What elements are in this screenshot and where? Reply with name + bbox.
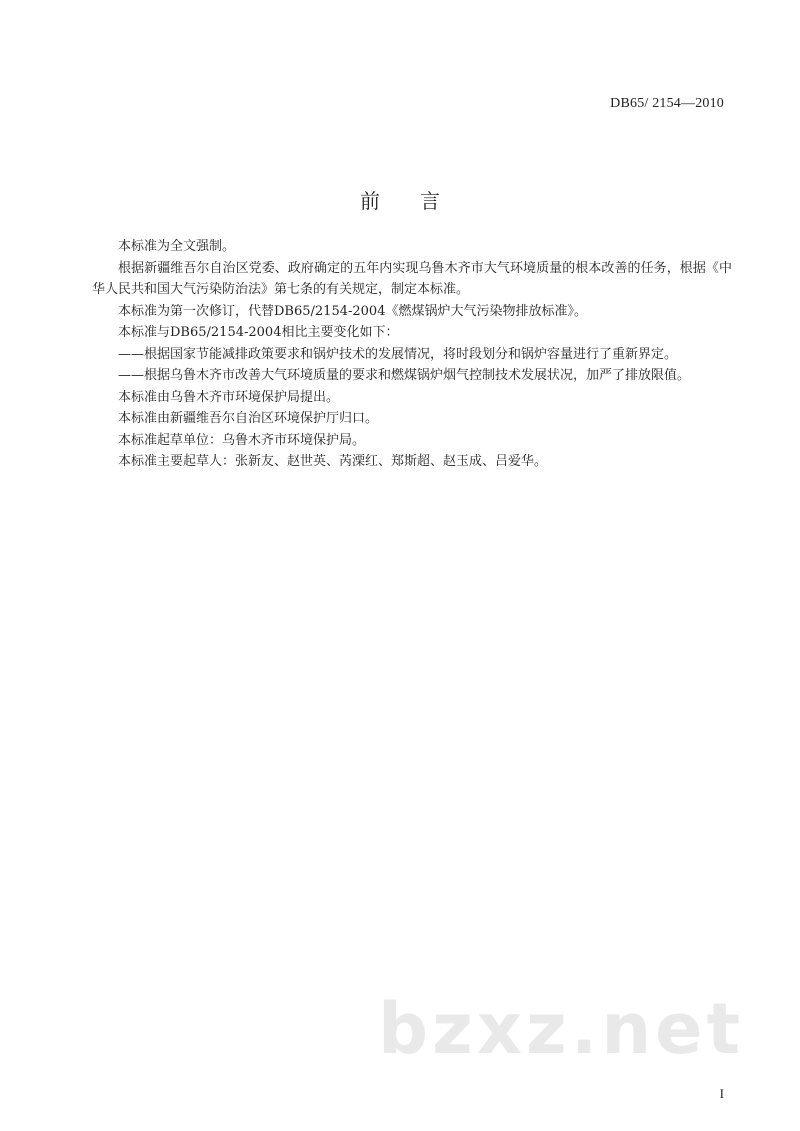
paragraph-change-2: ——根据乌鲁木齐市改善大气环境质量的要求和燃煤锅炉烟气控制技术发展状况，加严了排放限值。 [118,368,691,383]
paragraph-drafting-unit: 本标准起草单位：乌鲁木齐市环境保护局。 [118,432,366,448]
paragraph-centralized: 本标准由新疆维吾尔自治区环境保护厅归口。 [118,411,379,426]
paragraph-proposer: 本标准由乌鲁木齐市环境保护局提出。 [118,389,340,405]
paragraph-revision: 本标准为第一次修订，代替DB65/2154-2004《燃煤锅炉大气污染物排放标准》。 [118,303,587,319]
watermark-logo: bzxz.net [378,988,745,1070]
foreword-body [92,236,732,473]
paragraph-change-1: ——根据国家节能减排政策要求和锅炉技术的发展情况，将时段划分和锅炉容量进行了重新界定。 [118,346,678,362]
page-title: 前言 [360,189,480,214]
page-number: I [719,1086,724,1101]
paragraph-changes-intro: 本标准与DB65/2154-2004相比主要变化如下： [118,325,399,340]
paragraph-drafters: 本标准主要起草人：张新友、赵世英、芮溧红、郑斯超、赵玉成、吕爱华。 [118,454,548,469]
paragraph-basis: 根据新疆维吾尔自治区党委、政府确定的五年内实现乌鲁木齐市大气环境质量的根本改善的任务，根据《中华人民共和国大气污染防治法》第七条的有关规定，制定本标准。 [92,260,732,297]
document-code: DB65/ 2154—2010 [610,96,724,111]
paragraph-mandatory: 本标准为全文强制。 [118,239,236,254]
